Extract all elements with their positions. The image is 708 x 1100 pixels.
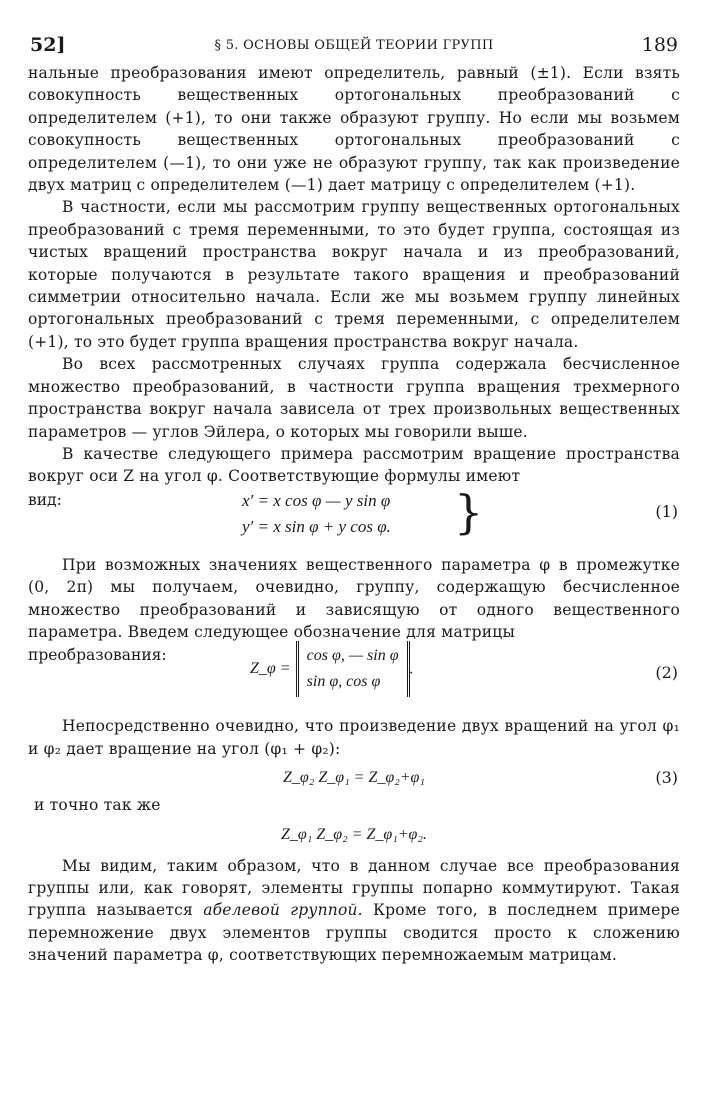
matrix-row-2: sin φ, cos φ [306,673,381,691]
equation-1-line-2: y′ = x sin φ + y cos φ. [242,516,391,536]
running-title: § 5. ОСНОВЫ ОБЩЕЙ ТЕОРИИ ГРУПП [214,38,494,53]
page-number: 189 [641,34,678,56]
equation-3-body: Z_φ₂ Z_φ₁ = Z_φ₂+φ₁ [283,769,425,787]
equation-4-body: Z_φ₁ Z_φ₂ = Z_φ₁+φ₂. [281,825,427,843]
equation-2-lhs: Z_φ = [250,660,291,678]
paragraph-8-part-a: Мы видим, таким образом, что в данном случае все преобразования группы или, как говорят, элементы группы попарно коммутируют. Такая группа называется [28,856,680,920]
paragraph-4-tail: вид: [28,490,62,509]
term-abelian-group: абелевой группой [203,901,358,920]
paragraph-2: В частности, если мы рассмотрим группу вещественных ортогональных преобразований с тремя переменными, то это будет группа, состоящая из чистых вращений пространства вокруг начала и из преобразований, которые получаются в результате такого вращения и преобразований симметрии относительно начала. Если же мы возьмем группу линейных ортогональных преобразований с тремя переменными, с определителем (+1), то это будет группа вращения пространства вокруг начала. [28,198,680,351]
paragraph-8 [28,855,680,967]
running-header [28,28,680,62]
equation-1 [28,484,680,540]
paragraph-8-part-b: . Кроме того, в последнем примере перемножение двух элементов группы сводится просто к сложению значений параметра φ, соответствующих перемножаемым матрицам. [28,901,680,965]
right-brace: } [454,484,484,539]
paragraph-4: В качестве следующего примера рассмотрим вращение пространства вокруг оси Z на угол φ. Соответствующие формулы имеют [28,444,680,486]
equation-1-number: (1) [655,501,678,521]
equation-3-number: (3) [655,768,678,788]
equation-4 [28,817,680,855]
rotation-matrix [296,641,410,697]
book-page [28,28,680,967]
section-number: 52] [30,34,66,56]
equation-3 [28,760,680,794]
paragraph-5-tail: преобразования: [28,646,167,665]
paragraph-1: нальные преобразования имеют определитель, равный (±1). Если взять совокупность вещественных ортогональных преобразований с определителем (+1), то они также образуют группу. Но если мы возьмем совокупность вещественных ортогональных преобразований с определителем (—1), то они уже не образуют группу, так как произведение двух матриц с определителем (—1) дает матрицу с определителем (+1). [28,64,680,195]
paragraph-6: Непосредственно очевидно, что произведение двух вращений на угол φ₁ и φ₂ дает вращение на угол (φ₁ + φ₂): [28,717,680,758]
equation-2-number: (2) [655,663,678,683]
paragraph-7: и точно так же [34,796,161,815]
paragraph-5: При возможных значениях вещественного параметра φ в промежутке (0, 2π) мы получаем, очевидно, группу, содержащую бесчисленное множество преобразований и зависящую от одного вещественного параметра. Введем следующее обозначение для матрицы [28,555,680,641]
matrix-row-1: cos φ, — sin φ [306,647,399,665]
paragraph-3: Во всех рассмотренных случаях группа содержала бесчисленное множество преобразований, в частности группа вращения трехмерного пространства вокруг начала зависела от трех произвольных вещественных параметров — углов Эйлера, о которых мы говорили выше. [28,355,680,441]
equation-1-line-1: x′ = x cos φ — y sin φ [242,490,391,510]
equation-2: преобразования: Z_φ = cos φ, — sin φ sin φ, cos φ . (2) [28,643,680,707]
